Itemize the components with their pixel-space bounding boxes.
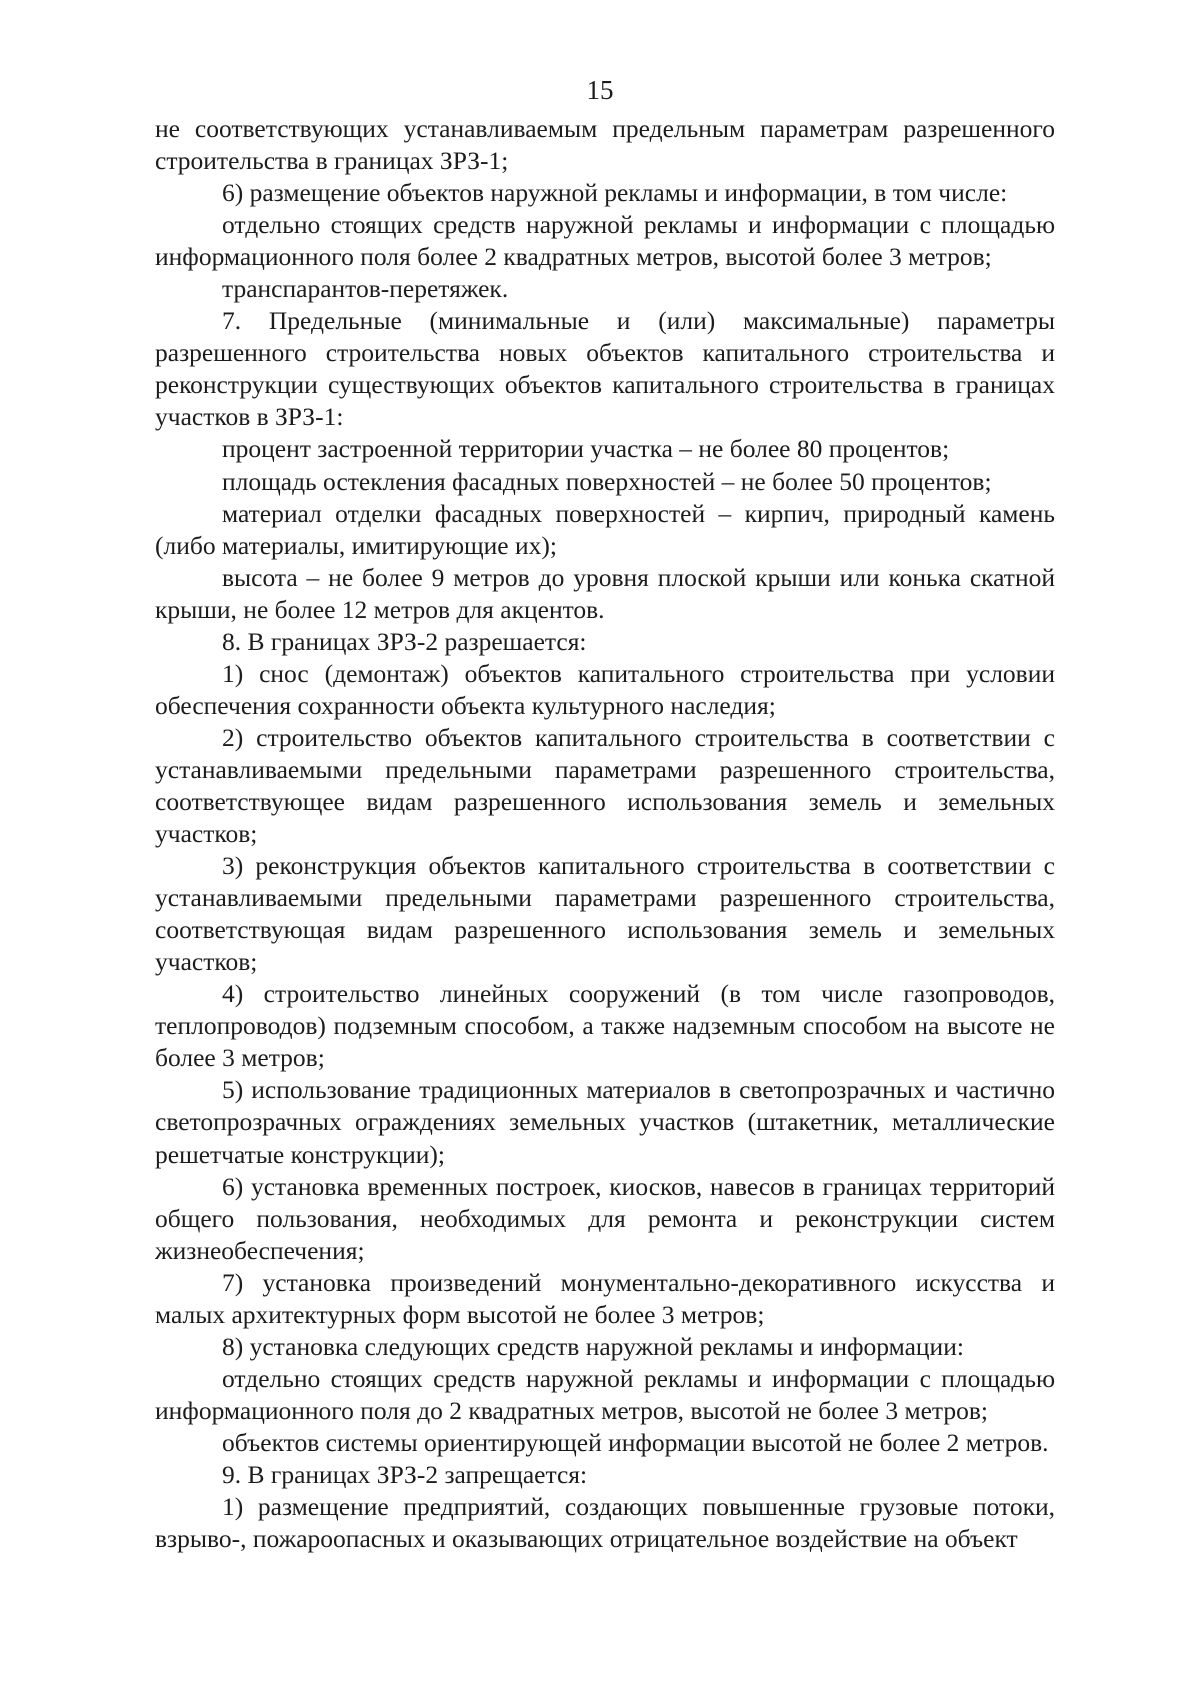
paragraph: 8) установка следующих средств наружной рекламы и информации: <box>222 1331 964 1361</box>
paragraph: 9. В границах ЗРЗ-2 запрещается: <box>222 1459 588 1489</box>
document-body <box>155 113 1055 1555</box>
paragraph: высота – не более 9 метров до уровня плоской крыши или конька скатной крыши, не более 12 метров для акцентов. <box>155 562 1055 624</box>
paragraph: 6) установка временных построек, киосков, навесов в границах территорий общего пользования, необходимых для ремонта и реконструкции систем жизнеобеспечения; <box>155 1171 1055 1265</box>
paragraph: 3) реконструкция объектов капитального строительства в соответствии с устанавливаемыми предельными параметрами разрешенного строительства, соответствующая видам разрешенного использования земель и земельных участков; <box>155 851 1055 977</box>
page-number: 15 <box>586 75 614 105</box>
paragraph: процент застроенной территории участка – не более 80 процентов; <box>222 434 950 464</box>
paragraph: 1) снос (демонтаж) объектов капитального строительства при условии обеспечения сохранности объекта культурного наследия; <box>155 658 1055 720</box>
paragraph: 6) размещение объектов наружной рекламы и информации, в том числе: <box>222 178 1008 208</box>
paragraph: 5) использование традиционных материалов в светопрозрачных и частично светопрозрачных ограждениях земельных участков (штакетник, металлические решетчатые конструкции); <box>155 1075 1055 1169</box>
paragraph: 7) установка произведений монументально-декоративного искусства и малых архитектурных форм высотой не более 3 метров; <box>155 1267 1055 1329</box>
paragraph: площадь остекления фасадных поверхностей – не более 50 процентов; <box>222 466 992 496</box>
paragraph: транспарантов-перетяжек. <box>222 274 509 304</box>
paragraph: 7. Предельные (минимальные и (или) максимальные) параметры разрешенного строительства новых объектов капитального строительства и реконструкции существующих объектов капитального строительства в границах участков в ЗРЗ-1: <box>155 306 1055 432</box>
paragraph: материал отделки фасадных поверхностей – кирпич, природный камень (либо материалы, имитирующие их); <box>155 498 1055 560</box>
paragraph: отдельно стоящих средств наружной рекламы и информации с площадью информационного поля до 2 квадратных метров, высотой не более 3 метров; <box>155 1363 1055 1425</box>
paragraph: 1) размещение предприятий, создающих повышенные грузовые потоки, взрыво-, пожароопасных и оказывающих отрицательное воздействие на объект <box>155 1492 1055 1554</box>
paragraph: не соответствующих устанавливаемым предельным параметрам разрешенного строительства в границах ЗРЗ-1; <box>155 114 1055 176</box>
paragraph: 2) строительство объектов капитального строительства в соответствии с устанавливаемыми предельными параметрами разрешенного строительства, соответствующее видам разрешенного использования земель и земельных участков; <box>155 722 1055 849</box>
paragraph: отдельно стоящих средств наружной рекламы и информации с площадью информационного поля более 2 квадратных метров, высотой более 3 метров; <box>155 210 1055 272</box>
paragraph: 8. В границах ЗРЗ-2 разрешается: <box>222 626 587 656</box>
paragraph: 4) строительство линейных сооружений (в том числе газопроводов, теплопроводов) подземным способом, а также надземным способом на высоте не более 3 метров; <box>155 979 1055 1073</box>
paragraph: объектов системы ориентирующей информации высотой не более 2 метров. <box>222 1427 1049 1457</box>
